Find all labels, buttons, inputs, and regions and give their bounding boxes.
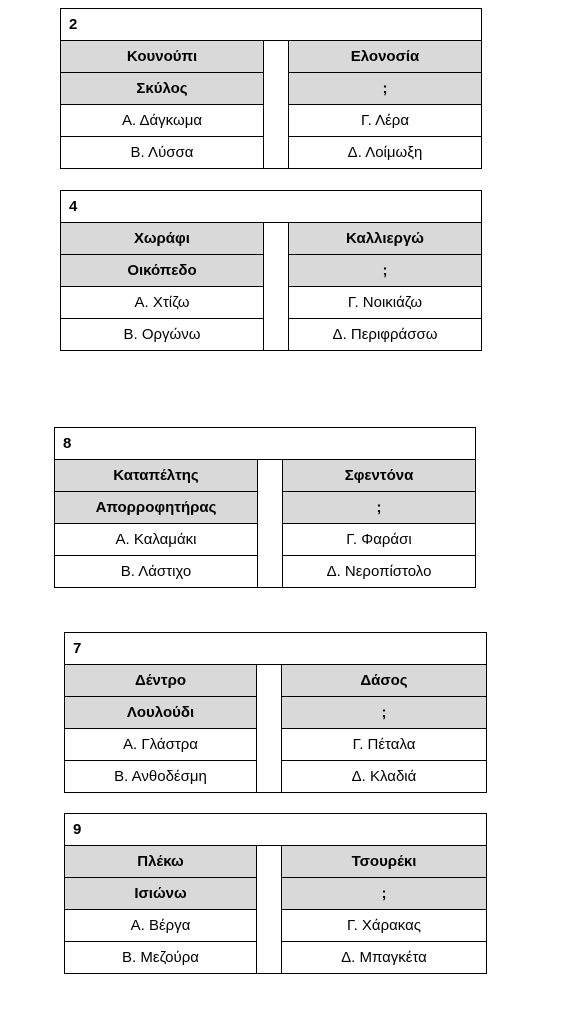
query-left-cell: Λουλούδι <box>65 697 257 729</box>
separator-column <box>264 223 289 351</box>
option-c-cell: Γ. Νοικιάζω <box>289 287 482 319</box>
puzzle-number: 4 <box>61 191 482 223</box>
query-left-cell: Απορροφητήρας <box>55 492 258 524</box>
query-right-cell: ; <box>289 73 482 105</box>
pair-left-cell: Κουνούπι <box>61 41 264 73</box>
option-d-cell: Δ. Νεροπίστολο <box>283 556 476 588</box>
puzzle-number: 7 <box>65 633 487 665</box>
separator-column <box>257 665 282 793</box>
option-c-cell: Γ. Χάρακας <box>282 910 487 942</box>
option-d-cell: Δ. Κλαδιά <box>282 761 487 793</box>
query-right-cell: ; <box>282 878 487 910</box>
option-b-cell: Β. Μεζούρα <box>65 942 257 974</box>
option-b-cell: Β. Λάστιχο <box>55 556 258 588</box>
separator-column <box>258 460 283 588</box>
pair-right-cell: Σφεντόνα <box>283 460 476 492</box>
option-a-cell: Α. Καλαμάκι <box>55 524 258 556</box>
analogy-table <box>60 190 482 351</box>
option-d-cell: Δ. Μπαγκέτα <box>282 942 487 974</box>
option-b-cell: Β. Οργώνω <box>61 319 264 351</box>
pair-left-cell: Καταπέλτης <box>55 460 258 492</box>
query-left-cell: Οικόπεδο <box>61 255 264 287</box>
puzzle-number: 2 <box>61 9 482 41</box>
pair-left-cell: Δέντρο <box>65 665 257 697</box>
option-c-cell: Γ. Πέταλα <box>282 729 487 761</box>
pair-left-cell: Πλέκω <box>65 846 257 878</box>
puzzle-number: 9 <box>65 814 487 846</box>
query-right-cell: ; <box>282 697 487 729</box>
option-b-cell: Β. Ανθοδέσμη <box>65 761 257 793</box>
query-left-cell: Ισιώνω <box>65 878 257 910</box>
option-b-cell: Β. Λύσσα <box>61 137 264 169</box>
query-right-cell: ; <box>289 255 482 287</box>
analogy-table <box>60 8 482 169</box>
pair-right-cell: Ελονοσία <box>289 41 482 73</box>
pair-right-cell: Καλλιεργώ <box>289 223 482 255</box>
analogy-table <box>54 427 476 588</box>
option-a-cell: Α. Χτίζω <box>61 287 264 319</box>
option-d-cell: Δ. Λοίμωξη <box>289 137 482 169</box>
separator-column <box>257 846 282 974</box>
option-c-cell: Γ. Φαράσι <box>283 524 476 556</box>
option-c-cell: Γ. Λέρα <box>289 105 482 137</box>
pair-right-cell: Τσουρέκι <box>282 846 487 878</box>
pair-left-cell: Χωράφι <box>61 223 264 255</box>
analogy-table <box>64 813 487 974</box>
option-a-cell: Α. Βέργα <box>65 910 257 942</box>
query-left-cell: Σκύλος <box>61 73 264 105</box>
option-d-cell: Δ. Περιφράσσω <box>289 319 482 351</box>
puzzle-number: 8 <box>55 428 476 460</box>
query-right-cell: ; <box>283 492 476 524</box>
pair-right-cell: Δάσος <box>282 665 487 697</box>
option-a-cell: Α. Δάγκωμα <box>61 105 264 137</box>
option-a-cell: Α. Γλάστρα <box>65 729 257 761</box>
analogy-table <box>64 632 487 793</box>
separator-column <box>264 41 289 169</box>
